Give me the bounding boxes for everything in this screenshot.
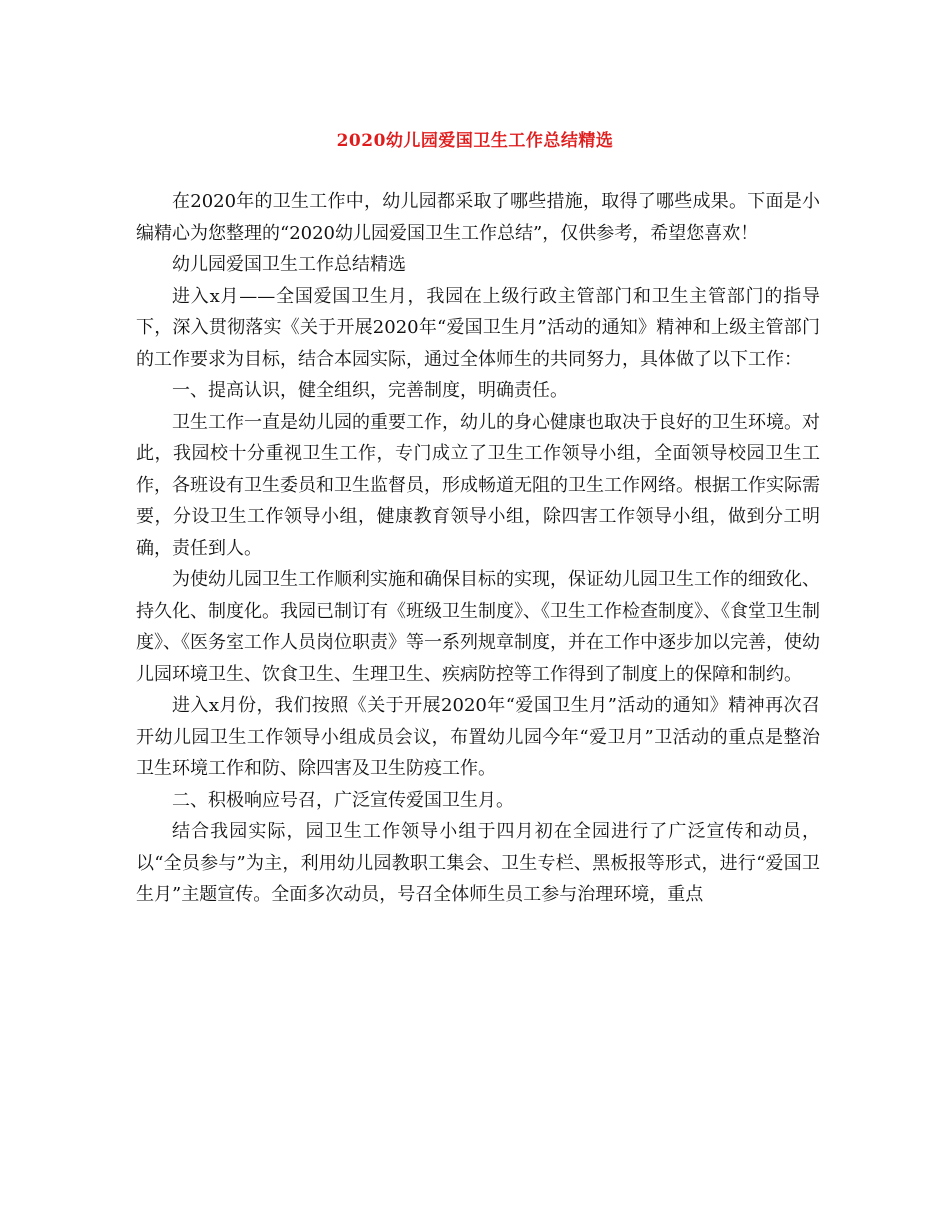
document-title: 2020幼儿园爱国卫生工作总结精选 [336, 131, 614, 151]
paragraph-meeting: 进入x月份，我们按照《关于开展2020年“爱国卫生月”活动的通知》精神再次召开幼儿园卫生工作领导小组成员会议，布置幼儿园今年“爱卫月”卫活动的重点是整治卫生环境工作和防、除四害及卫生防疫工作。 [136, 695, 820, 779]
paragraph-organization: 卫生工作一直是幼儿园的重要工作，幼儿的身心健康也取决于良好的卫生环境。对此，我园校十分重视卫生工作，专门成立了卫生工作领导小组，全面领导校园卫生工作，各班设有卫生委员和卫生监督员，形成畅道无阻的卫生工作网络。根据工作实际需要，分设卫生工作领导小组，健康教育领导小组，除四害工作领导小组，做到分工明确，责任到人。 [136, 411, 820, 559]
section-heading-1: 一、提高认识，健全组织，完善制度，明确责任。 [172, 380, 568, 401]
document-body [136, 186, 820, 911]
paragraph-regulations: 为使幼儿园卫生工作顺利实施和确保目标的实现，保证幼儿园卫生工作的细致化、持久化、制度化。我园已制订有《班级卫生制度》、《卫生工作检查制度》、《食堂卫生制度》、《医务室工作人员岗位职责》等一系列规章制度，并在工作中逐步加以完善，使幼儿园环境卫生、饮食卫生、生理卫生、疾病防控等工作得到了制度上的保障和制约。 [136, 569, 820, 685]
section-heading-2: 二、积极响应号召，广泛宣传爱国卫生月。 [172, 789, 514, 811]
paragraph-intro: 在2020年的卫生工作中，幼儿园都采取了哪些措施，取得了哪些成果。下面是小编精心为您整理的“2020幼儿园爱国卫生工作总结”，仅供参考，希望您喜欢！ [136, 191, 820, 244]
paragraph-publicity: 结合我园实际，园卫生工作领导小组于四月初在全园进行了广泛宣传和动员，以“全员参与”为主，利用幼儿园教职工集会、卫生专栏、黑板报等形式，进行“爱国卫生月”主题宣传。全面多次动员，号召全体师生员工参与治理环境，重点 [136, 821, 820, 905]
paragraph-overview: 进入x月——全国爱国卫生月，我园在上级行政主管部门和卫生主管部门的指导下，深入贯彻落实《关于开展2020年“爱国卫生月”活动的通知》精神和上级主管部门的工作要求为目标，结合本园实际，通过全体师生的共同努力，具体做了以下工作： [136, 285, 820, 370]
paragraph-subtitle: 幼儿园爱国卫生工作总结精选 [172, 254, 406, 275]
